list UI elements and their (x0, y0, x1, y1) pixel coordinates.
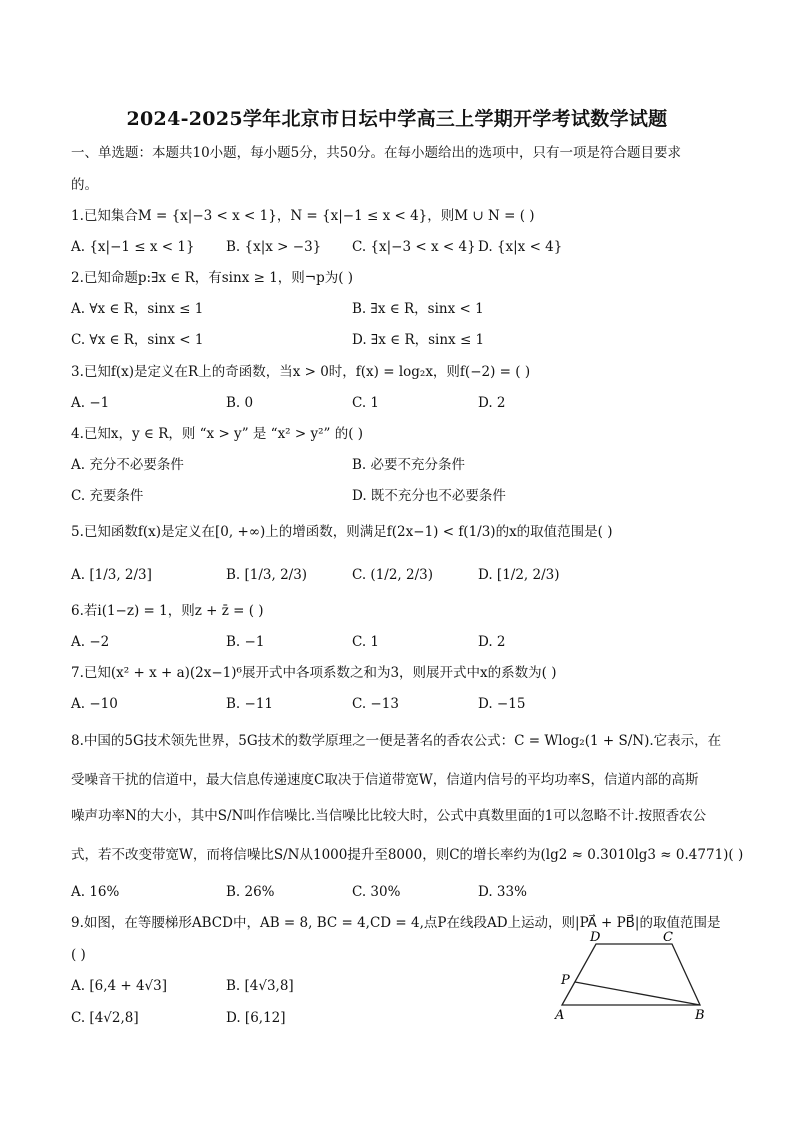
question-9-option-c: C. [4√2,8] (71, 1010, 139, 1026)
question-9-stem-line1: 9.如图，在等腰梯形ABCD中，AB = 8, BC = 4,CD = 4,点P在线段AD上运动，则|PA⃗ + PB⃗|的取值范围是 (71, 915, 721, 931)
question-2-option-c: C. ∀x ∈ R，sinx < 1 (71, 332, 204, 348)
question-7-option-d: D. −15 (478, 696, 526, 712)
trapezoid-figure (550, 925, 720, 1025)
page-title: 2024-2025学年北京市日坛中学高三上学期开学考试数学试题 (126, 108, 668, 130)
question-7-option-a: A. −10 (71, 696, 118, 712)
question-7-option-c: C. −13 (352, 696, 399, 712)
question-2-stem: 2.已知命题p:∃x ∈ R，有sinx ≥ 1，则¬p为( ) (71, 270, 354, 286)
question-5-option-b: B. [1/3, 2/3) (226, 567, 308, 583)
question-3-option-d: D. 2 (478, 395, 506, 411)
question-2-option-b: B. ∃x ∈ R，sinx < 1 (352, 301, 484, 317)
question-8-stem-line4: 式，若不改变带宽W，而将信噪比S/N从1000提升至8000，则C的增长率约为(lg2 ≈ 0.3010lg3 ≈ 0.4771)( ) (71, 847, 744, 863)
question-8-stem-line3: 噪声功率N的大小，其中S/N叫作信噪比.当信噪比比较大时，公式中真数里面的1可以忽略不计.按照香农公 (71, 808, 707, 824)
question-6-option-c: C. 1 (352, 634, 380, 650)
vertex-label-b: B (695, 1008, 705, 1023)
question-4-stem: 4.已知x，y ∈ R，则 “x > y” 是 “x² > y²” 的( ) (71, 426, 364, 442)
point-label-p: P (561, 973, 570, 988)
question-8-option-c: C. 30% (352, 884, 401, 900)
section-heading-line1: 一、单选题：本题共10小题，每小题5分，共50分。在每小题给出的选项中，只有一项是符合题目要求 (71, 145, 681, 161)
question-5-option-c: C. (1/2, 2/3) (352, 567, 433, 583)
vertex-label-a: A (555, 1008, 565, 1023)
trapezoid-outline (562, 944, 700, 1005)
question-1-option-d: D. {x|x < 4} (478, 239, 563, 255)
question-7-stem: 7.已知(x² + x + a)(2x−1)⁶展开式中各项系数之和为3，则展开式中x的系数为( ) (71, 665, 557, 681)
question-6-option-a: A. −2 (71, 634, 110, 650)
question-5-option-a: A. [1/3, 2/3] (71, 567, 152, 583)
question-7-option-b: B. −11 (226, 696, 273, 712)
question-8-option-a: A. 16% (71, 884, 120, 900)
question-9-option-a: A. [6,4 + 4√3] (71, 978, 168, 994)
vertex-label-c: C (663, 930, 673, 945)
question-6-option-d: D. 2 (478, 634, 506, 650)
question-5-stem: 5.已知函数f(x)是定义在[0, +∞)上的增函数，则满足f(2x−1) < f(1/3)的x的取值范围是( ) (71, 524, 613, 540)
question-3-stem: 3.已知f(x)是定义在R上的奇函数，当x > 0时，f(x) = log₂x，则f(−2) = ( ) (71, 364, 531, 380)
question-4-option-b: B. 必要不充分条件 (352, 457, 466, 473)
question-2-option-a: A. ∀x ∈ R，sinx ≤ 1 (71, 301, 204, 317)
question-3-option-a: A. −1 (71, 395, 110, 411)
question-3-option-b: B. 0 (226, 395, 254, 411)
question-1-option-b: B. {x|x > −3} (226, 239, 322, 255)
question-9-option-b: B. [4√3,8] (226, 978, 294, 994)
question-8-stem-line1: 8.中国的5G技术领先世界，5G技术的数学原理之一便是著名的香农公式：C = Wlog₂(1 + S/N).它表示，在 (71, 733, 722, 749)
question-3-option-c: C. 1 (352, 395, 380, 411)
section-heading-line2: 的。 (71, 177, 98, 193)
question-6-option-b: B. −1 (226, 634, 265, 650)
question-5-option-d: D. [1/2, 2/3) (478, 567, 560, 583)
question-2-option-d: D. ∃x ∈ R，sinx ≤ 1 (352, 332, 485, 348)
segment-pb (575, 982, 700, 1005)
question-4-option-d: D. 既不充分也不必要条件 (352, 488, 506, 504)
question-4-option-c: C. 充要条件 (71, 488, 144, 504)
question-8-option-d: D. 33% (478, 884, 527, 900)
question-1-option-a: A. {x|−1 ≤ x < 1} (71, 239, 195, 255)
question-1-stem: 1.已知集合M = {x|−3 < x < 1}，N = {x|−1 ≤ x < 4}，则M ∪ N = ( ) (71, 208, 535, 224)
question-9-option-d: D. [6,12] (226, 1010, 286, 1026)
question-6-stem: 6.若i(1−z) = 1，则z + z̄ = ( ) (71, 603, 264, 619)
question-1-option-c: C. {x|−3 < x < 4} (352, 239, 476, 255)
vertex-label-d: D (590, 930, 601, 945)
question-4-option-a: A. 充分不必要条件 (71, 457, 184, 473)
question-8-option-b: B. 26% (226, 884, 275, 900)
question-8-stem-line2: 受噪音干扰的信道中，最大信息传递速度C取决于信道带宽W，信道内信号的平均功率S，信道内部的高斯 (71, 772, 699, 788)
question-9-stem-line2: ( ) (71, 947, 86, 963)
